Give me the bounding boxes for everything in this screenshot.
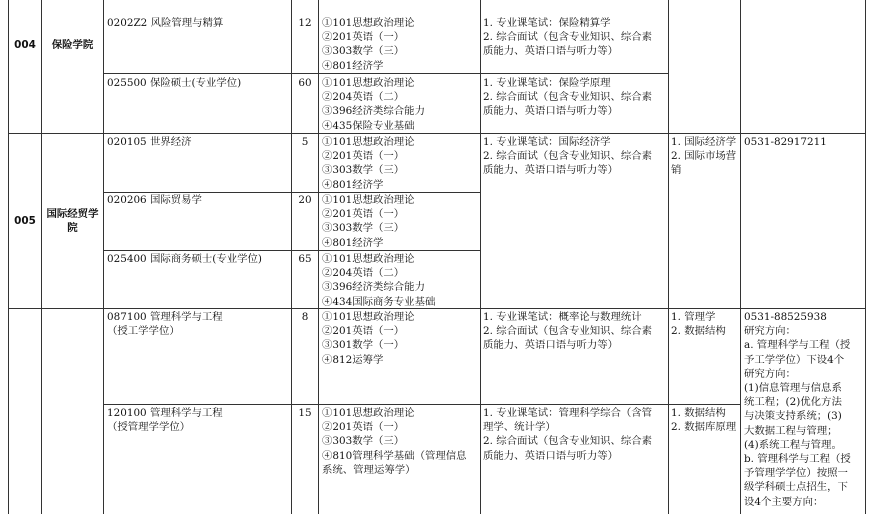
- exam-subject: ①101思想政治理论: [322, 77, 415, 89]
- row-divider: [8, 308, 865, 309]
- retest-line: 质能力、英语口语与听力等）: [483, 339, 619, 352]
- retest-line: 质能力、英语口语与听力等）: [483, 45, 619, 58]
- notes-line: 大数据工程与管理；: [744, 424, 838, 437]
- retest-line: 2. 综合面试（包含专业知识、综合素: [483, 150, 653, 163]
- major-name: 020105 世界经济: [107, 136, 192, 148]
- major-name: 0202Z2 风险管理与精算: [107, 17, 224, 29]
- exam-subjects: [322, 406, 467, 477]
- retest-line: 2. 综合面试（包含专业知识、综合素: [483, 31, 653, 44]
- exam-subjects: [322, 193, 415, 250]
- exam-subjects: [322, 252, 435, 309]
- retest-line: 1. 专业课笔试：国际经济学: [483, 136, 611, 148]
- major-name-line: 087100 管理科学与工程: [107, 311, 223, 323]
- major-name-line: 120100 管理科学与工程: [107, 407, 223, 419]
- exam-subjects: [322, 135, 415, 192]
- enrollment-quota: 20: [298, 194, 312, 206]
- notes-line: 予管理学学位）按照一: [744, 467, 848, 480]
- column-divider: [740, 0, 741, 514]
- enrollment-quota: 65: [298, 253, 312, 265]
- exam-subject: ②201英语（一）: [322, 208, 405, 221]
- retest-line: 1. 专业课笔试：管理科学综合（含管: [483, 407, 653, 419]
- notes-line: 与决策支持系统；(3): [744, 410, 842, 423]
- college-code: 005: [14, 215, 36, 227]
- retest-subjects: [483, 76, 652, 119]
- exam-subject: ①101思想政治理论: [322, 253, 415, 265]
- exam-subjects: [322, 310, 415, 367]
- notes-line: 设4个主要方向：: [744, 495, 824, 508]
- college-code: 004: [14, 39, 36, 51]
- exam-subject: ①101思想政治理论: [322, 17, 415, 29]
- enrollment-quota: 8: [301, 311, 309, 323]
- retest-line: 质能力、英语口语与听力等）: [483, 449, 619, 462]
- equal-ability-line: 2. 数据库原理: [671, 421, 737, 434]
- exam-subject: ①101思想政治理论: [322, 311, 415, 323]
- notes-line: 研究方向：: [744, 325, 796, 338]
- contact-and-notes: [744, 310, 851, 509]
- column-divider: [41, 0, 42, 514]
- major-name-line: （授工学学位）: [107, 325, 180, 338]
- equal-ability-subjects: [671, 135, 736, 178]
- exam-subject: ②204英语（二）: [322, 267, 405, 280]
- exam-subject: ③303数学（三）: [322, 435, 405, 448]
- exam-subject: ②201英语（一）: [322, 421, 405, 434]
- retest-subjects: [483, 135, 652, 178]
- contact-phone: 0531-82917211: [744, 136, 827, 148]
- column-divider: [865, 0, 866, 514]
- equal-ability-subjects: [671, 310, 726, 338]
- exam-subject: ③303数学（三）: [322, 164, 405, 177]
- column-divider: [480, 0, 481, 514]
- retest-line: 2. 综合面试（包含专业知识、综合素: [483, 91, 653, 104]
- exam-subject: ②201英语（一）: [322, 325, 405, 338]
- exam-subject: ④435保险专业基础: [322, 119, 415, 132]
- column-divider: [668, 0, 669, 514]
- notes-line: 予工学学位）下设4个: [744, 353, 845, 366]
- exam-subject: ②204英语（二）: [322, 91, 405, 104]
- exam-subject: ①101思想政治理论: [322, 136, 415, 148]
- college-name: [42, 207, 103, 235]
- enrollment-quota: 5: [301, 136, 309, 148]
- exam-subject: ②201英语（一）: [322, 150, 405, 163]
- exam-subject: ③301数学（一）: [322, 339, 405, 352]
- retest-line: 质能力、英语口语与听力等）: [483, 164, 619, 177]
- exam-subjects: [322, 16, 415, 73]
- column-divider: [103, 0, 104, 514]
- contact-phone: 0531-88525938: [744, 311, 827, 323]
- enrollment-quota: 12: [298, 17, 312, 29]
- retest-line: 1. 专业课笔试：保险精算学: [483, 17, 611, 29]
- equal-ability-line: 销: [671, 164, 682, 177]
- retest-subjects: [483, 406, 652, 463]
- major-name: [107, 406, 223, 434]
- retest-line: 1. 专业课笔试：保险学原理: [483, 77, 611, 89]
- equal-ability-line: 1. 管理学: [671, 311, 716, 323]
- retest-subjects: [483, 16, 652, 59]
- notes-line: b. 管理科学与工程（授: [744, 453, 851, 466]
- exam-subject: ④801经济学: [322, 236, 384, 249]
- major-name: 020206 国际贸易学: [107, 194, 202, 206]
- exam-subject: ③396经济类综合能力: [322, 105, 425, 118]
- college-name-line: 院: [67, 222, 78, 235]
- exam-subject: ①101思想政治理论: [322, 407, 415, 419]
- college-name-line: 国际经贸学: [46, 208, 99, 220]
- exam-subjects: [322, 76, 425, 133]
- exam-subject: ④801经济学: [322, 178, 384, 191]
- college-name: 保险学院: [51, 39, 94, 51]
- exam-subject: ③303数学（三）: [322, 222, 405, 235]
- notes-line: 研究方向：: [744, 367, 796, 380]
- exam-subject: ④810管理科学基础（管理信息: [322, 449, 467, 462]
- exam-subject: 系统、管理运筹学）: [322, 463, 416, 476]
- equal-ability-line: 2. 国际市场营: [671, 150, 737, 163]
- notes-line: (4)系统工程与管理。: [744, 438, 842, 451]
- row-divider: [103, 73, 668, 74]
- major-name-line: （授管理学学位）: [107, 421, 191, 434]
- retest-subjects: [483, 310, 652, 353]
- enrollment-quota: 60: [298, 77, 312, 89]
- retest-line: 理学、统计学）: [483, 421, 556, 434]
- row-divider: [8, 133, 865, 134]
- major-name: 025500 保险硕士(专业学位): [107, 77, 242, 89]
- exam-subject: ②201英语（一）: [322, 31, 405, 44]
- equal-ability-line: 1. 数据结构: [671, 407, 726, 419]
- exam-subject: ③303数学（三）: [322, 45, 405, 58]
- notes-line: a. 管理科学与工程（授: [744, 339, 851, 352]
- notes-line: (1)信息管理与信息系: [744, 382, 842, 395]
- retest-line: 质能力、英语口语与听力等）: [483, 105, 619, 118]
- equal-ability-line: 2. 数据结构: [671, 325, 726, 338]
- notes-line: 级学科硕士点招生，下: [744, 481, 848, 494]
- equal-ability-subjects: [671, 406, 736, 434]
- equal-ability-line: 1. 国际经济学: [671, 136, 737, 148]
- major-name: [107, 310, 223, 338]
- exam-subject: ④812运筹学: [322, 353, 384, 366]
- retest-line: 2. 综合面试（包含专业知识、综合素: [483, 325, 653, 338]
- retest-line: 2. 综合面试（包含专业知识、综合素: [483, 435, 653, 448]
- column-divider: [318, 0, 319, 514]
- exam-subject: ③396经济类综合能力: [322, 281, 425, 294]
- exam-subject: ④434国际商务专业基础: [322, 295, 436, 308]
- exam-subject: ①101思想政治理论: [322, 194, 415, 206]
- column-divider: [8, 0, 9, 514]
- row-divider: [103, 404, 740, 405]
- exam-subject: ④801经济学: [322, 59, 384, 72]
- major-name: 025400 国际商务硕士(专业学位): [107, 253, 262, 265]
- notes-line: 统工程；(2)优化方法: [744, 396, 842, 409]
- enrollment-quota: 15: [298, 407, 312, 419]
- retest-line: 1. 专业课笔试：概率论与数理统计: [483, 311, 642, 323]
